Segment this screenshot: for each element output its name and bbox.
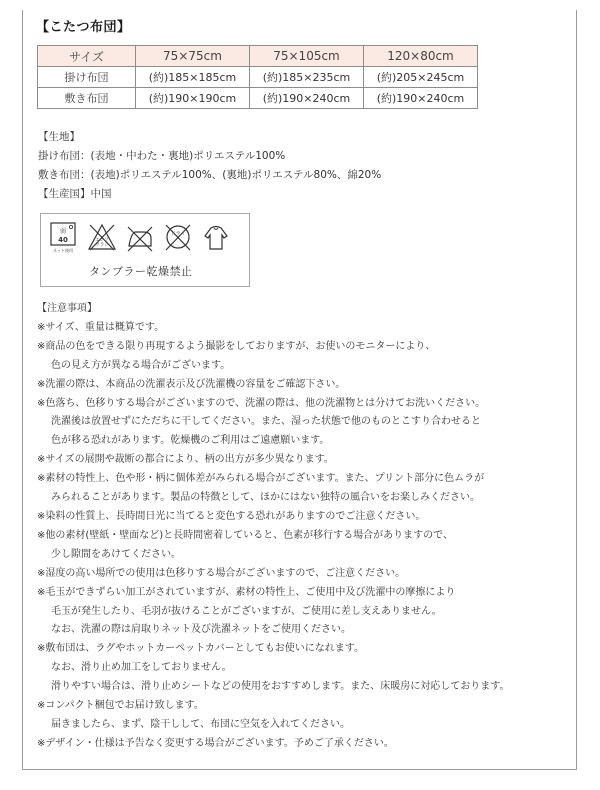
table-row xyxy=(38,67,478,88)
svg-text:エンソ: エンソ xyxy=(95,238,109,243)
note-line: ※コンパクト梱包でお届け致します。 xyxy=(37,700,204,712)
note-line: 色の見え方が異なる場合がございます。 xyxy=(51,359,231,371)
table-header-row xyxy=(38,46,478,67)
svg-text:サラシ: サラシ xyxy=(95,243,109,248)
note-line: ※毛玉ができずらい加工がされていますが、素材の特性上、ご使用中及び洗濯中の摩擦により xyxy=(37,586,456,598)
table-row xyxy=(38,88,478,109)
table-cell: (約)190×240cm xyxy=(364,88,478,109)
note-line: ※サイズ、重量は概算です。 xyxy=(37,321,165,333)
note-line: ※染料の性質上、長時間日光に当てると変色する恐れがありますのでご注意ください。 xyxy=(37,510,426,522)
note-line: なお、洗濯の際は肩取りネット及び洗濯ネットをご使用ください。 xyxy=(51,624,351,636)
origin-line: 【生産国】中国 xyxy=(38,188,112,200)
note-line: ※商品の色をできる限り再現するよう撮影をしておりますが、お使いのモニターにより、 xyxy=(37,340,436,352)
table-cell: (約)205×245cm xyxy=(364,67,478,88)
table-header-cell: サイズ xyxy=(38,46,136,67)
note-line: ※他の素材(壁紙・壁面など)と長時間密着していると、色素が移行する場合がありますので、 xyxy=(37,529,453,541)
table-cell: (約)185×185cm xyxy=(136,67,250,88)
tumble-dry-caption: タンブラー乾燥禁止 xyxy=(89,265,193,278)
table-row-label: 掛け布団 xyxy=(38,67,136,88)
table-row-label: 敷き布団 xyxy=(38,88,136,109)
wash-note-text: ネット使用 xyxy=(53,248,73,253)
note-line: みられることがあります。製品の特徴として、ほかにはない独特の風合いをお楽しみください。 xyxy=(51,492,480,504)
no-iron-icon xyxy=(125,222,155,254)
table-header-cell: 75×75cm xyxy=(136,46,250,67)
table-cell: (約)185×235cm xyxy=(250,67,364,88)
note-line: ※敷布団は、ラグやホットカーペットカバーとしてもお使いになれます。 xyxy=(37,643,364,655)
note-line: 洗濯後は放置せずにただちに干してください。また、湿った状態で他のものとこすり合わせると xyxy=(51,416,481,428)
hand-wring-icon xyxy=(201,222,231,254)
note-line: 少し隙間をあけてください。 xyxy=(51,548,181,560)
note-line: なお、滑り止め加工をしておりません。 xyxy=(51,662,232,674)
note-line: ※洗濯の際は、本商品の洗濯表示及び洗濯機の容量をご確認下さい。 xyxy=(37,378,346,390)
note-line: 滑りやすい場合は、滑り止めシートなどの使用をおすすめします。また、床暖房に対応しております。 xyxy=(51,681,510,693)
notes-section xyxy=(37,300,510,754)
note-line: 色が移る恐れがあります。乾燥機のご利用はご遠慮願います。 xyxy=(51,435,330,447)
material-line: 敷き布団：(表地)ポリエステル100%、(裏地)ポリエステル80%、綿20% xyxy=(38,169,382,181)
material-heading: 【生地】 xyxy=(38,131,80,143)
note-line: ※素材の特性上、色や形・柄に個体差がみられる場合がございます。また、プリント部分に色ムラが xyxy=(37,473,485,485)
material-line: 掛け布団：(表地・中わた・裏地)ポリエステル100% xyxy=(38,150,286,162)
table-cell: (約)190×240cm xyxy=(250,88,364,109)
note-line: ※湿度の高い場所での使用は色移りする場合がございますので、ご注意ください。 xyxy=(37,567,406,579)
size-table xyxy=(37,45,478,109)
note-line: 毛玉が発生したり、毛羽が抜けることがございますが、ご使用に差し支えありません。 xyxy=(51,605,442,617)
section-title: 【こたつ布団】 xyxy=(36,20,131,35)
dry-text: ドライ xyxy=(170,231,186,237)
note-line: ※サイズの展開や裁断の都合により、柄の出方が多少異なります。 xyxy=(37,454,334,466)
wash-temp-text: 40 xyxy=(58,236,68,244)
note-line: ※色落ち、色移りする場合がございますので、洗濯の際は、他の洗濯物とは分けてお洗いください。 xyxy=(37,397,486,409)
notes-heading: 【注意事項】 xyxy=(37,303,97,314)
note-line: ※デザイン・仕様は予告なく変更する場合がございます。予めご了承ください。 xyxy=(37,737,394,749)
table-header-cell: 75×105cm xyxy=(250,46,364,67)
no-dry-clean-icon xyxy=(163,222,193,254)
wash-40-gentle-icon xyxy=(49,222,79,254)
wash-mark-text: 弱 xyxy=(59,228,67,235)
material-section xyxy=(38,128,381,204)
care-label-box xyxy=(40,213,250,287)
table-cell: (約)190×190cm xyxy=(136,88,250,109)
no-chlorine-bleach-icon xyxy=(87,222,117,254)
table-header-cell: 120×80cm xyxy=(364,46,478,67)
note-line: 届きましたら、まず、陰干しして、布団に空気を入れてください。 xyxy=(51,718,350,730)
